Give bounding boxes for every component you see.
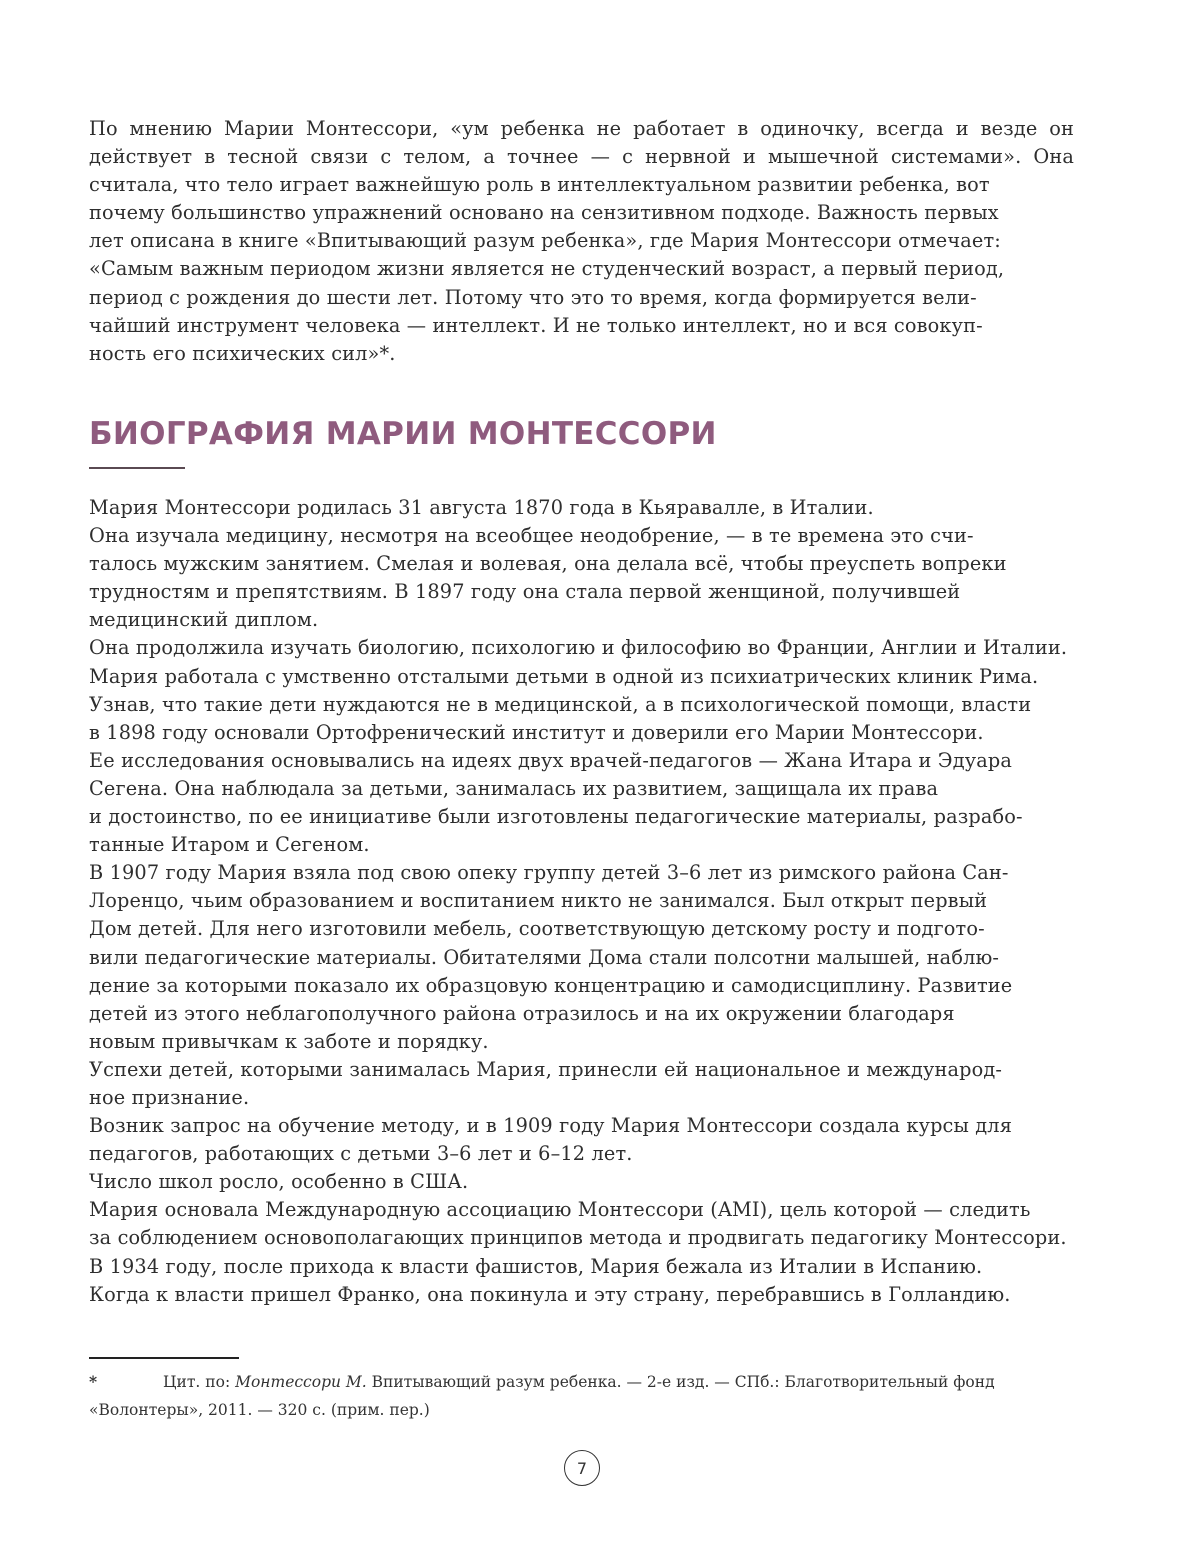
bio-line: Мария работала с умственно отсталыми детьми в одной из психиатрических клиник Рима. <box>89 664 1039 688</box>
bio-line: Узнав, что такие дети нуждаются не в медицинской, а в психологической помощи, власти <box>89 692 1032 716</box>
footnote-author: Монтессори М. <box>235 1373 367 1391</box>
bio-line: вили педагогические материалы. Обитателями Дома стали полсотни малышей, наблю- <box>89 945 1000 969</box>
intro-line: считала, что тело играет важнейшую роль в интеллектуальном развитии ребенка, вот <box>89 173 990 197</box>
bio-line: Успехи детей, которыми занималась Мария, принесли ей национальное и международ- <box>89 1057 1003 1081</box>
intro-line: чайший инструмент человека — интеллект. И не только интеллект, но и вся совокуп- <box>89 313 983 337</box>
intro-paragraph <box>89 115 1074 368</box>
footnote-marker: * <box>89 1372 98 1391</box>
heading-underline <box>89 467 185 469</box>
bio-line: Когда к власти пришел Франко, она покинула и эту страну, перебравшись в Голландию. <box>89 1282 1011 1306</box>
bio-line: детей из этого неблагополучного района отразилось и на их окружении благодаря <box>89 1001 955 1025</box>
bio-line: Сегена. Она наблюдала за детьми, занималась их развитием, защищала их права <box>89 776 939 800</box>
intro-line: «Самым важным периодом жизни является не студенческий возраст, а первый период, <box>89 257 1005 281</box>
bio-line: танные Итаром и Сегеном. <box>89 833 370 857</box>
biography-text <box>89 494 1074 1309</box>
bio-line: за соблюдением основополагающих принципов метода и продвигать педагогику Монтессори. <box>89 1226 1067 1250</box>
footnote-separator <box>89 1357 239 1359</box>
bio-line: Дом детей. Для него изготовили мебель, соответствующую детскому росту и подгото- <box>89 917 985 941</box>
bio-line: Она изучала медицину, несмотря на всеобщее неодобрение, — в те времена это счи- <box>89 524 974 548</box>
bio-line: В 1934 году, после прихода к власти фашистов, Мария бежала из Италии в Испанию. <box>89 1254 983 1278</box>
intro-line: По мнению Марии Монтессори, «ум ребенка не работает в одиночку, всегда и везде он <box>89 117 1074 140</box>
bio-line: в 1898 году основали Ортофренический институт и доверили его Марии Монтессори. <box>89 720 984 744</box>
section-heading: БИОГРАФИЯ МАРИИ МОНТЕССОРИ <box>89 416 717 452</box>
intro-line: ность его психических сил»*. <box>89 341 396 365</box>
bio-line: трудностям и препятствиям. В 1897 году она стала первой женщиной, получившей <box>89 580 961 604</box>
footnote-prefix: Цит. по: <box>163 1373 236 1391</box>
bio-line: новым привычкам к заботе и порядку. <box>89 1029 489 1053</box>
bio-line: Число школ росло, особенно в США. <box>89 1170 469 1194</box>
bio-line: талось мужским занятием. Смелая и волевая, она делала всё, чтобы преуспеть вопреки <box>89 552 1007 576</box>
bio-line: Мария основала Международную ассоциацию Монтессори (AMI), цель которой — следить <box>89 1198 1031 1222</box>
bio-line: педагогов, работающих с детьми 3–6 лет и 6–12 лет. <box>89 1142 633 1166</box>
footnote-citation: Впитывающий разум ребенка. — 2-е изд. — СПб.: Благотворительный фонд <box>366 1373 995 1391</box>
bio-line: Мария Монтессори родилась 31 августа 1870 года в Кьяравалле, в Италии. <box>89 496 874 519</box>
bio-line: В 1907 году Мария взяла под свою опеку группу детей 3–6 лет из римского района Сан- <box>89 861 1009 885</box>
bio-line: ное признание. <box>89 1085 250 1109</box>
bio-line: Ее исследования основывались на идеях двух врачей-педагогов — Жана Итара и Эдуара <box>89 748 1013 772</box>
bio-line: Она продолжила изучать биологию, психологию и философию во Франции, Англии и Италии. <box>89 636 1068 660</box>
intro-line: почему большинство упражнений основано на сензитивном подходе. Важность первых <box>89 201 999 225</box>
footnote-line: «Волонтеры», 2011. — 320 с. (прим. пер.) <box>89 1401 430 1419</box>
bio-line: дение за которыми показало их образцовую концентрацию и самодисциплину. Развитие <box>89 973 1013 997</box>
bio-line: и достоинство, по ее инициативе были изготовлены педагогические материалы, разрабо- <box>89 805 1023 829</box>
bio-line: Возник запрос на обучение методу, и в 1909 году Мария Монтессори создала курсы для <box>89 1114 1013 1138</box>
intro-line: период с рождения до шести лет. Потому что это то время, когда формируется вели- <box>89 285 977 309</box>
footnote <box>89 1368 1067 1424</box>
bio-line: Лоренцо, чьим образованием и воспитанием никто не занимался. Был открыт первый <box>89 889 988 913</box>
footnote-line <box>89 1368 1067 1396</box>
intro-line: действует в тесной связи с телом, а точнее — с нервной и мышечной системами». Она <box>89 145 1074 169</box>
page-number: 7 <box>564 1450 600 1486</box>
bio-line: медицинский диплом. <box>89 608 319 632</box>
intro-line: лет описана в книге «Впитывающий разум ребенка», где Мария Монтессори отмечает: <box>89 229 1001 253</box>
